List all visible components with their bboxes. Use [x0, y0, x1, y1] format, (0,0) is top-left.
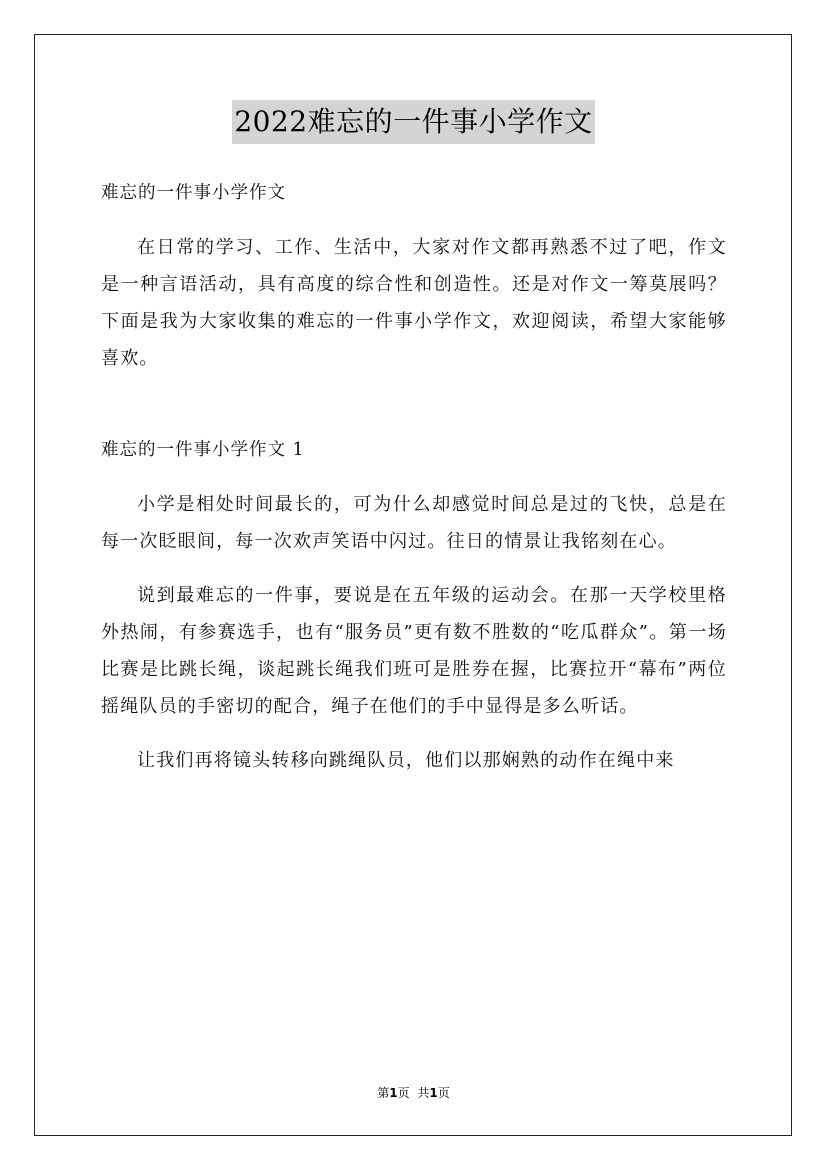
document-body — [101, 175, 727, 779]
intro-paragraph: 在日常的学习、工作、生活中，大家对作文都再熟悉不过了吧，作文是一种言语活动，具有高度的综合性和创造性。还是对作文一筹莫展吗？下面是我为大家收集的难忘的一件事小学作文，欢迎阅读，希望大家能够喜欢。 — [101, 237, 727, 369]
page-number: 1 — [389, 1086, 398, 1100]
body-paragraph-3: 让我们再将镜头转移向跳绳队员，他们以那娴熟的动作在绳中来 — [137, 750, 675, 771]
total-label-suffix: 页 — [437, 1086, 450, 1100]
body-paragraph-1: 小学是相处时间最长的，可为什么却感觉时间总是过的飞快，总是在每一次眨眼间，每一次欢声笑语中闪过。往日的情景让我铭刻在心。 — [101, 494, 727, 552]
total-label-prefix: 共 — [417, 1086, 430, 1100]
document-title: 2022难忘的一件事小学作文 — [232, 100, 594, 144]
page-label-suffix: 页 — [397, 1086, 410, 1100]
page-footer — [0, 1084, 827, 1101]
section-spacer — [101, 377, 727, 413]
section-heading: 难忘的一件事小学作文 1 — [101, 440, 305, 460]
page-label-prefix: 第 — [377, 1086, 390, 1100]
total-pages: 1 — [429, 1086, 438, 1100]
title-container — [0, 100, 827, 144]
body-paragraph-2: 说到最难忘的一件事，要说是在五年级的运动会。在那一天学校里格外热闹，有参赛选手，也有“服务员”更有数不胜数的“吃瓜群众”。第一场比赛是比跳长绳，谈起跳长绳我们班可是胜券在握，比赛拉开“幕布”两位摇绳队员的手密切的配合，绳子在他们的手中显得是多么听话。 — [101, 585, 727, 717]
document-subtitle: 难忘的一件事小学作文 — [101, 183, 286, 203]
